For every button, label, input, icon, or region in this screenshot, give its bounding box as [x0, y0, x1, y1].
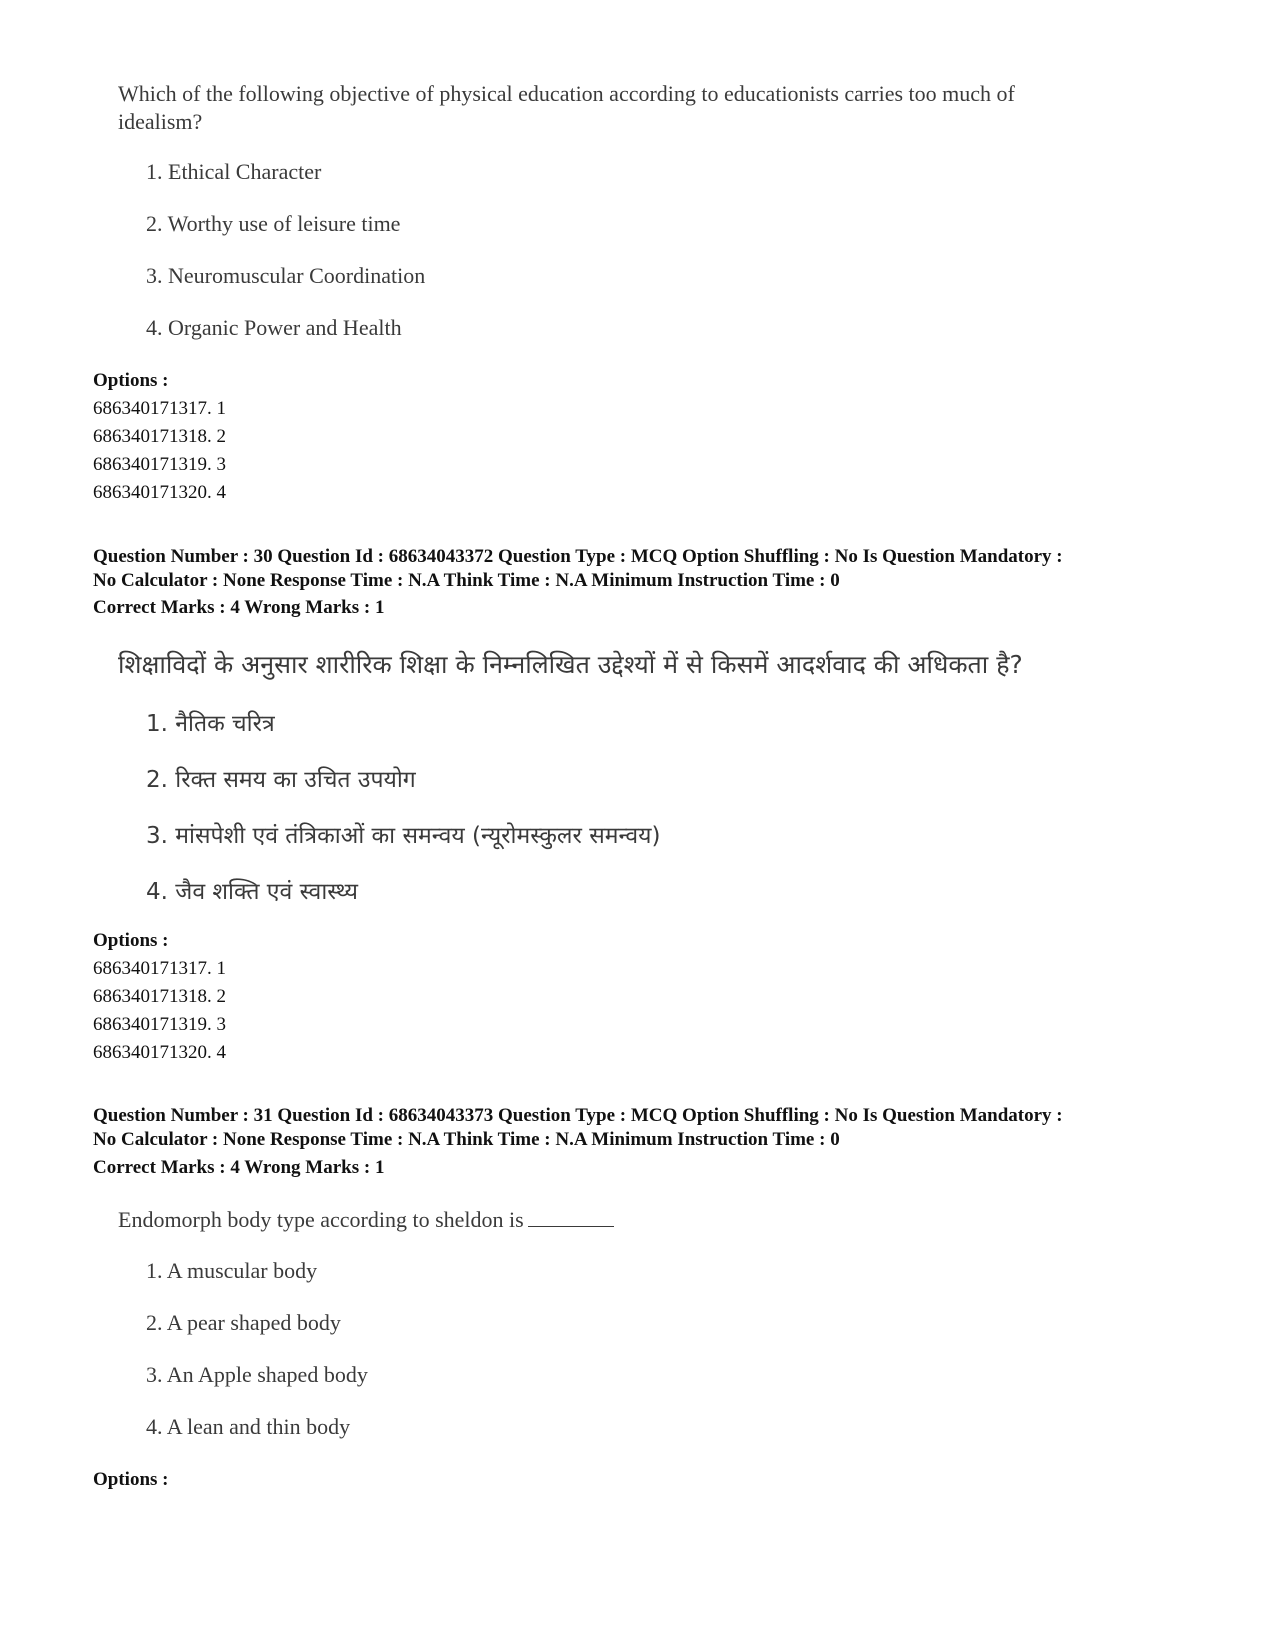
option-id-4: 686340171320. 4 [93, 1042, 226, 1063]
question-text-hindi: शिक्षाविदों के अनुसार शारीरिक शिक्षा के निम्नलिखित उद्देश्यों में से किसमें आदर्शवाद की अधिकता है? [118, 650, 1023, 679]
choice-4: 4. A lean and thin body [146, 1414, 351, 1439]
options-label: Options : [93, 1469, 169, 1490]
choice-3: 3. An Apple shaped body [146, 1362, 368, 1387]
choice-2: 2. Worthy use of leisure time [146, 211, 401, 236]
option-id-3: 686340171319. 3 [93, 454, 226, 475]
question-text-line1: Which of the following objective of physical education according to educationists carries too much of [118, 81, 1015, 106]
choice-1: 1. A muscular body [146, 1258, 318, 1283]
question-marks: Correct Marks : 4 Wrong Marks : 1 [93, 1157, 385, 1178]
question-text-line2: idealism? [118, 109, 203, 134]
choice-3: 3. Neuromuscular Coordination [146, 263, 426, 288]
option-id-2: 686340171318. 2 [93, 426, 226, 447]
answer-blank [528, 1208, 614, 1227]
choice-4: 4. Organic Power and Health [146, 315, 402, 340]
question-meta-line2: No Calculator : None Response Time : N.A Think Time : N.A Minimum Instruction Time : 0 [93, 1129, 840, 1150]
choice-4-hindi: 4. जैव शक्ति एवं स्वास्थ्य [146, 879, 358, 905]
choice-1-hindi: 1. नैतिक चरित्र [146, 711, 275, 737]
question-marks: Correct Marks : 4 Wrong Marks : 1 [93, 597, 385, 618]
question-meta-line1: Question Number : 31 Question Id : 68634043373 Question Type : MCQ Option Shuffling : No Is Question Mandatory : [93, 1105, 1063, 1126]
choice-1: 1. Ethical Character [146, 159, 322, 184]
choice-2-hindi: 2. रिक्त समय का उचित उपयोग [146, 767, 416, 793]
question-meta-line2: No Calculator : None Response Time : N.A Think Time : N.A Minimum Instruction Time : 0 [93, 570, 840, 591]
options-label: Options : [93, 930, 169, 951]
choice-2: 2. A pear shaped body [146, 1310, 341, 1335]
option-id-4: 686340171320. 4 [93, 482, 226, 503]
option-id-1: 686340171317. 1 [93, 398, 226, 419]
option-id-2: 686340171318. 2 [93, 986, 226, 1007]
option-id-3: 686340171319. 3 [93, 1014, 226, 1035]
choice-3-hindi: 3. मांसपेशी एवं तंत्रिकाओं का समन्वय (न्यूरोमस्कुलर समन्वय) [146, 823, 661, 849]
question-meta-line1: Question Number : 30 Question Id : 68634043372 Question Type : MCQ Option Shuffling : No Is Question Mandatory : [93, 546, 1063, 567]
options-label: Options : [93, 370, 169, 391]
question-text-content: Endomorph body type according to sheldon is [118, 1207, 524, 1232]
question-text [118, 1206, 614, 1234]
option-id-1: 686340171317. 1 [93, 958, 226, 979]
